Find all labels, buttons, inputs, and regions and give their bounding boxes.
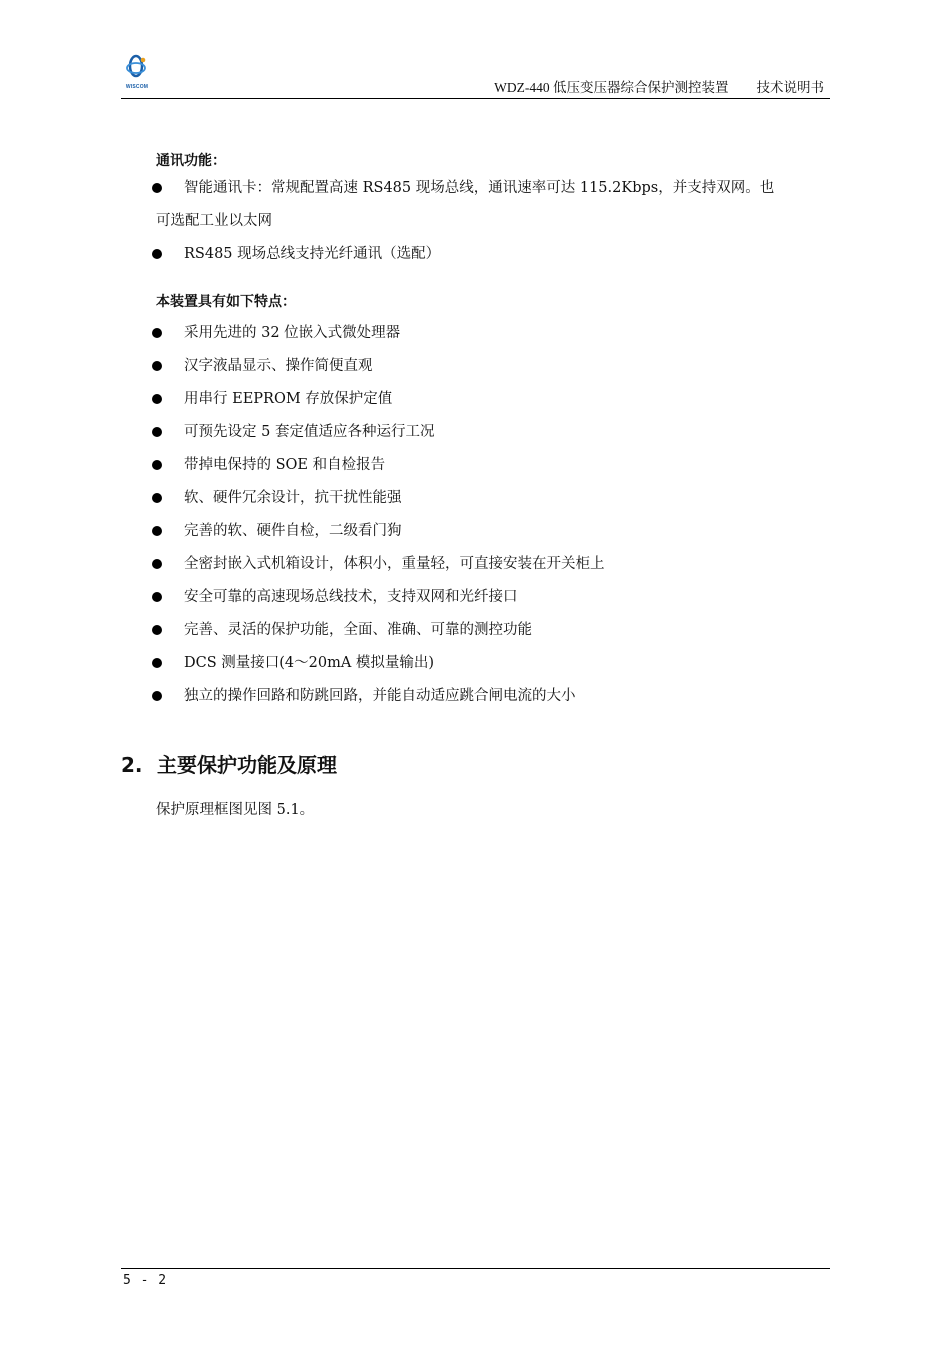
wiscom-logo xyxy=(121,52,161,94)
feature-item-text: DCS 测量接口(4～20mA 模拟量输出) xyxy=(184,655,435,671)
feature-item-text: 软、硬件冗余设计，抗干扰性能强 xyxy=(184,490,402,506)
comm-item-1-wrap: 可选配工业以太网 xyxy=(156,213,272,229)
feature-item xyxy=(156,515,832,548)
feature-item-text: 完善、灵活的保护功能，全面、准确、可靠的测控功能 xyxy=(184,622,532,638)
feature-item xyxy=(156,416,832,449)
section-number: 2. xyxy=(121,753,143,777)
bullet-dot-icon xyxy=(152,328,162,338)
logo-text: WISCOM xyxy=(125,84,149,90)
comm-item-1 xyxy=(156,172,832,205)
features-section-title: 本装置具有如下特点： xyxy=(156,294,296,310)
bullet-dot-icon xyxy=(152,526,162,536)
bullet-dot-icon xyxy=(152,493,162,503)
bullet-dot-icon xyxy=(152,625,162,635)
bullet-dot-icon xyxy=(152,691,162,701)
bullet-dot-icon xyxy=(152,559,162,569)
bullet-dot-icon xyxy=(152,249,162,259)
feature-item xyxy=(156,350,832,383)
feature-item-text: 全密封嵌入式机箱设计，体积小，重量轻，可直接安装在开关柜上 xyxy=(184,556,605,572)
feature-item-text: 采用先进的 32 位嵌入式微处理器 xyxy=(184,325,401,341)
page-number: 5 - 2 xyxy=(123,1273,168,1288)
section-heading xyxy=(121,749,337,778)
comm-section-title: 通讯功能： xyxy=(156,153,226,169)
comm-item-1-text: 智能通讯卡：常规配置高速 RS485 现场总线，通讯速率可达 115.2Kbps，并支持双网。也 xyxy=(184,180,775,196)
feature-list xyxy=(156,317,832,713)
doc-title: WDZ-440 低压变压器综合保护测控装置 xyxy=(494,80,729,95)
bullet-dot-icon xyxy=(152,394,162,404)
bullet-dot-icon xyxy=(152,427,162,437)
feature-item-text: 带掉电保持的 SOE 和自检报告 xyxy=(184,457,386,473)
comm-item-2 xyxy=(156,238,832,271)
feature-item xyxy=(156,383,832,416)
feature-item-text: 用串行 EEPROM 存放保护定值 xyxy=(184,391,393,407)
feature-item-text: 可预先设定 5 套定值适应各种运行工况 xyxy=(184,424,435,440)
section-paragraph: 保护原理框图见图 5.1。 xyxy=(156,802,315,818)
page-header xyxy=(121,52,830,99)
bullet-dot-icon xyxy=(152,658,162,668)
bullet-dot-icon xyxy=(152,361,162,371)
feature-item xyxy=(156,614,832,647)
bullet-dot-icon xyxy=(152,460,162,470)
feature-item-text: 汉字液晶显示、操作简便直观 xyxy=(184,358,373,374)
header-title xyxy=(494,76,824,96)
section-title: 主要保护功能及原理 xyxy=(157,753,337,777)
feature-item xyxy=(156,317,832,350)
page-footer xyxy=(121,1268,830,1288)
comm-item-2-text: RS485 现场总线支持光纤通讯（选配） xyxy=(184,246,441,262)
doc-type: 技术说明书 xyxy=(756,80,824,95)
bullet-dot-icon xyxy=(152,183,162,193)
feature-item xyxy=(156,581,832,614)
feature-item-text: 完善的软、硬件自检，二级看门狗 xyxy=(184,523,402,539)
feature-item xyxy=(156,647,832,680)
feature-item xyxy=(156,680,832,713)
feature-item xyxy=(156,482,832,515)
main-content xyxy=(156,150,832,713)
feature-item xyxy=(156,449,832,482)
bullet-dot-icon xyxy=(152,592,162,602)
feature-item xyxy=(156,548,832,581)
feature-item-text: 安全可靠的高速现场总线技术，支持双网和光纤接口 xyxy=(184,589,518,605)
feature-item-text: 独立的操作回路和防跳回路，并能自动适应跳合闸电流的大小 xyxy=(184,688,576,704)
